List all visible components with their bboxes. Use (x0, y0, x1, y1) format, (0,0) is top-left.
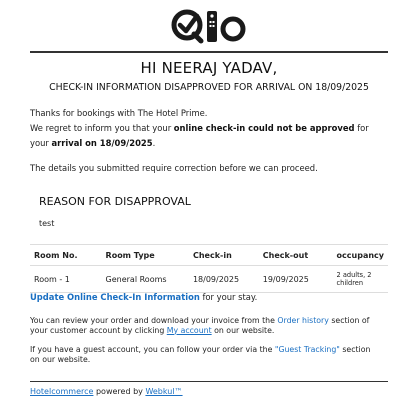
my-account-link[interactable]: My account (166, 325, 212, 335)
update-line (30, 292, 257, 302)
guest-tracking-link[interactable]: "Guest Tracking" (274, 345, 340, 354)
greeting: HI NEERAJ YADAV, (140, 59, 278, 77)
regret-text-3: . (152, 138, 156, 148)
update-checkin-link[interactable]: Update Online Check-In Information (30, 292, 200, 302)
cell-room-type: General Rooms (102, 266, 189, 293)
intro-text: Thanks for bookings with The Hotel Prime. (30, 108, 208, 118)
order-history-link[interactable]: Order history (277, 316, 329, 325)
table-header-row (30, 245, 388, 266)
guest-text-2: section on our website. (30, 345, 371, 364)
invoice-paragraph (30, 316, 380, 335)
table-row (30, 266, 388, 293)
col-room-no: Room No. (30, 245, 102, 266)
email-subtitle: CHECK-IN INFORMATION DISAPPROVED FOR ARRIVAL ON 18/09/2025 (49, 82, 369, 93)
regret-bold-arrival: arrival on 18/09/2025 (51, 138, 153, 148)
booking-table (30, 244, 388, 293)
invoice-text-2: section of your customer account by clicking (30, 316, 370, 335)
guest-paragraph (30, 345, 380, 364)
footer-divider (30, 381, 388, 382)
cell-occupancy: 2 adults, 2 children (333, 266, 388, 293)
invoice-text-3: on our website. (211, 325, 275, 335)
details-note: The details you submitted require correction before we can proceed. (30, 163, 318, 173)
header-divider (30, 51, 388, 53)
qlo-logo (170, 6, 248, 46)
col-room-type: Room Type (102, 245, 189, 266)
cell-check-in: 18/09/2025 (189, 266, 259, 293)
footer-powered-by: powered by (93, 387, 146, 396)
regret-text-2: for your (30, 123, 369, 148)
invoice-text-1: You can review your order and download your invoice from the (30, 316, 278, 325)
footer (30, 387, 183, 396)
webkul-link[interactable]: Webkul™ (145, 387, 183, 396)
col-check-out: Check-out (259, 245, 333, 266)
col-occupancy: occupancy (333, 245, 388, 266)
update-suffix: for your stay. (199, 292, 258, 302)
col-check-in: Check-in (189, 245, 259, 266)
regret-paragraph (30, 121, 380, 151)
reason-text: test (39, 219, 55, 228)
regret-text-1: We regret to inform you that your (30, 123, 174, 133)
regret-bold-status: online check-in could not be approved (173, 123, 355, 133)
cell-check-out: 19/09/2025 (259, 266, 333, 293)
cell-room-no: Room - 1 (30, 266, 102, 293)
hotelcommerce-link[interactable]: Hotelcommerce (30, 387, 94, 396)
guest-text-1: If you have a guest account, you can follow your order via the (30, 345, 275, 354)
reason-title: REASON FOR DISAPPROVAL (39, 195, 191, 208)
